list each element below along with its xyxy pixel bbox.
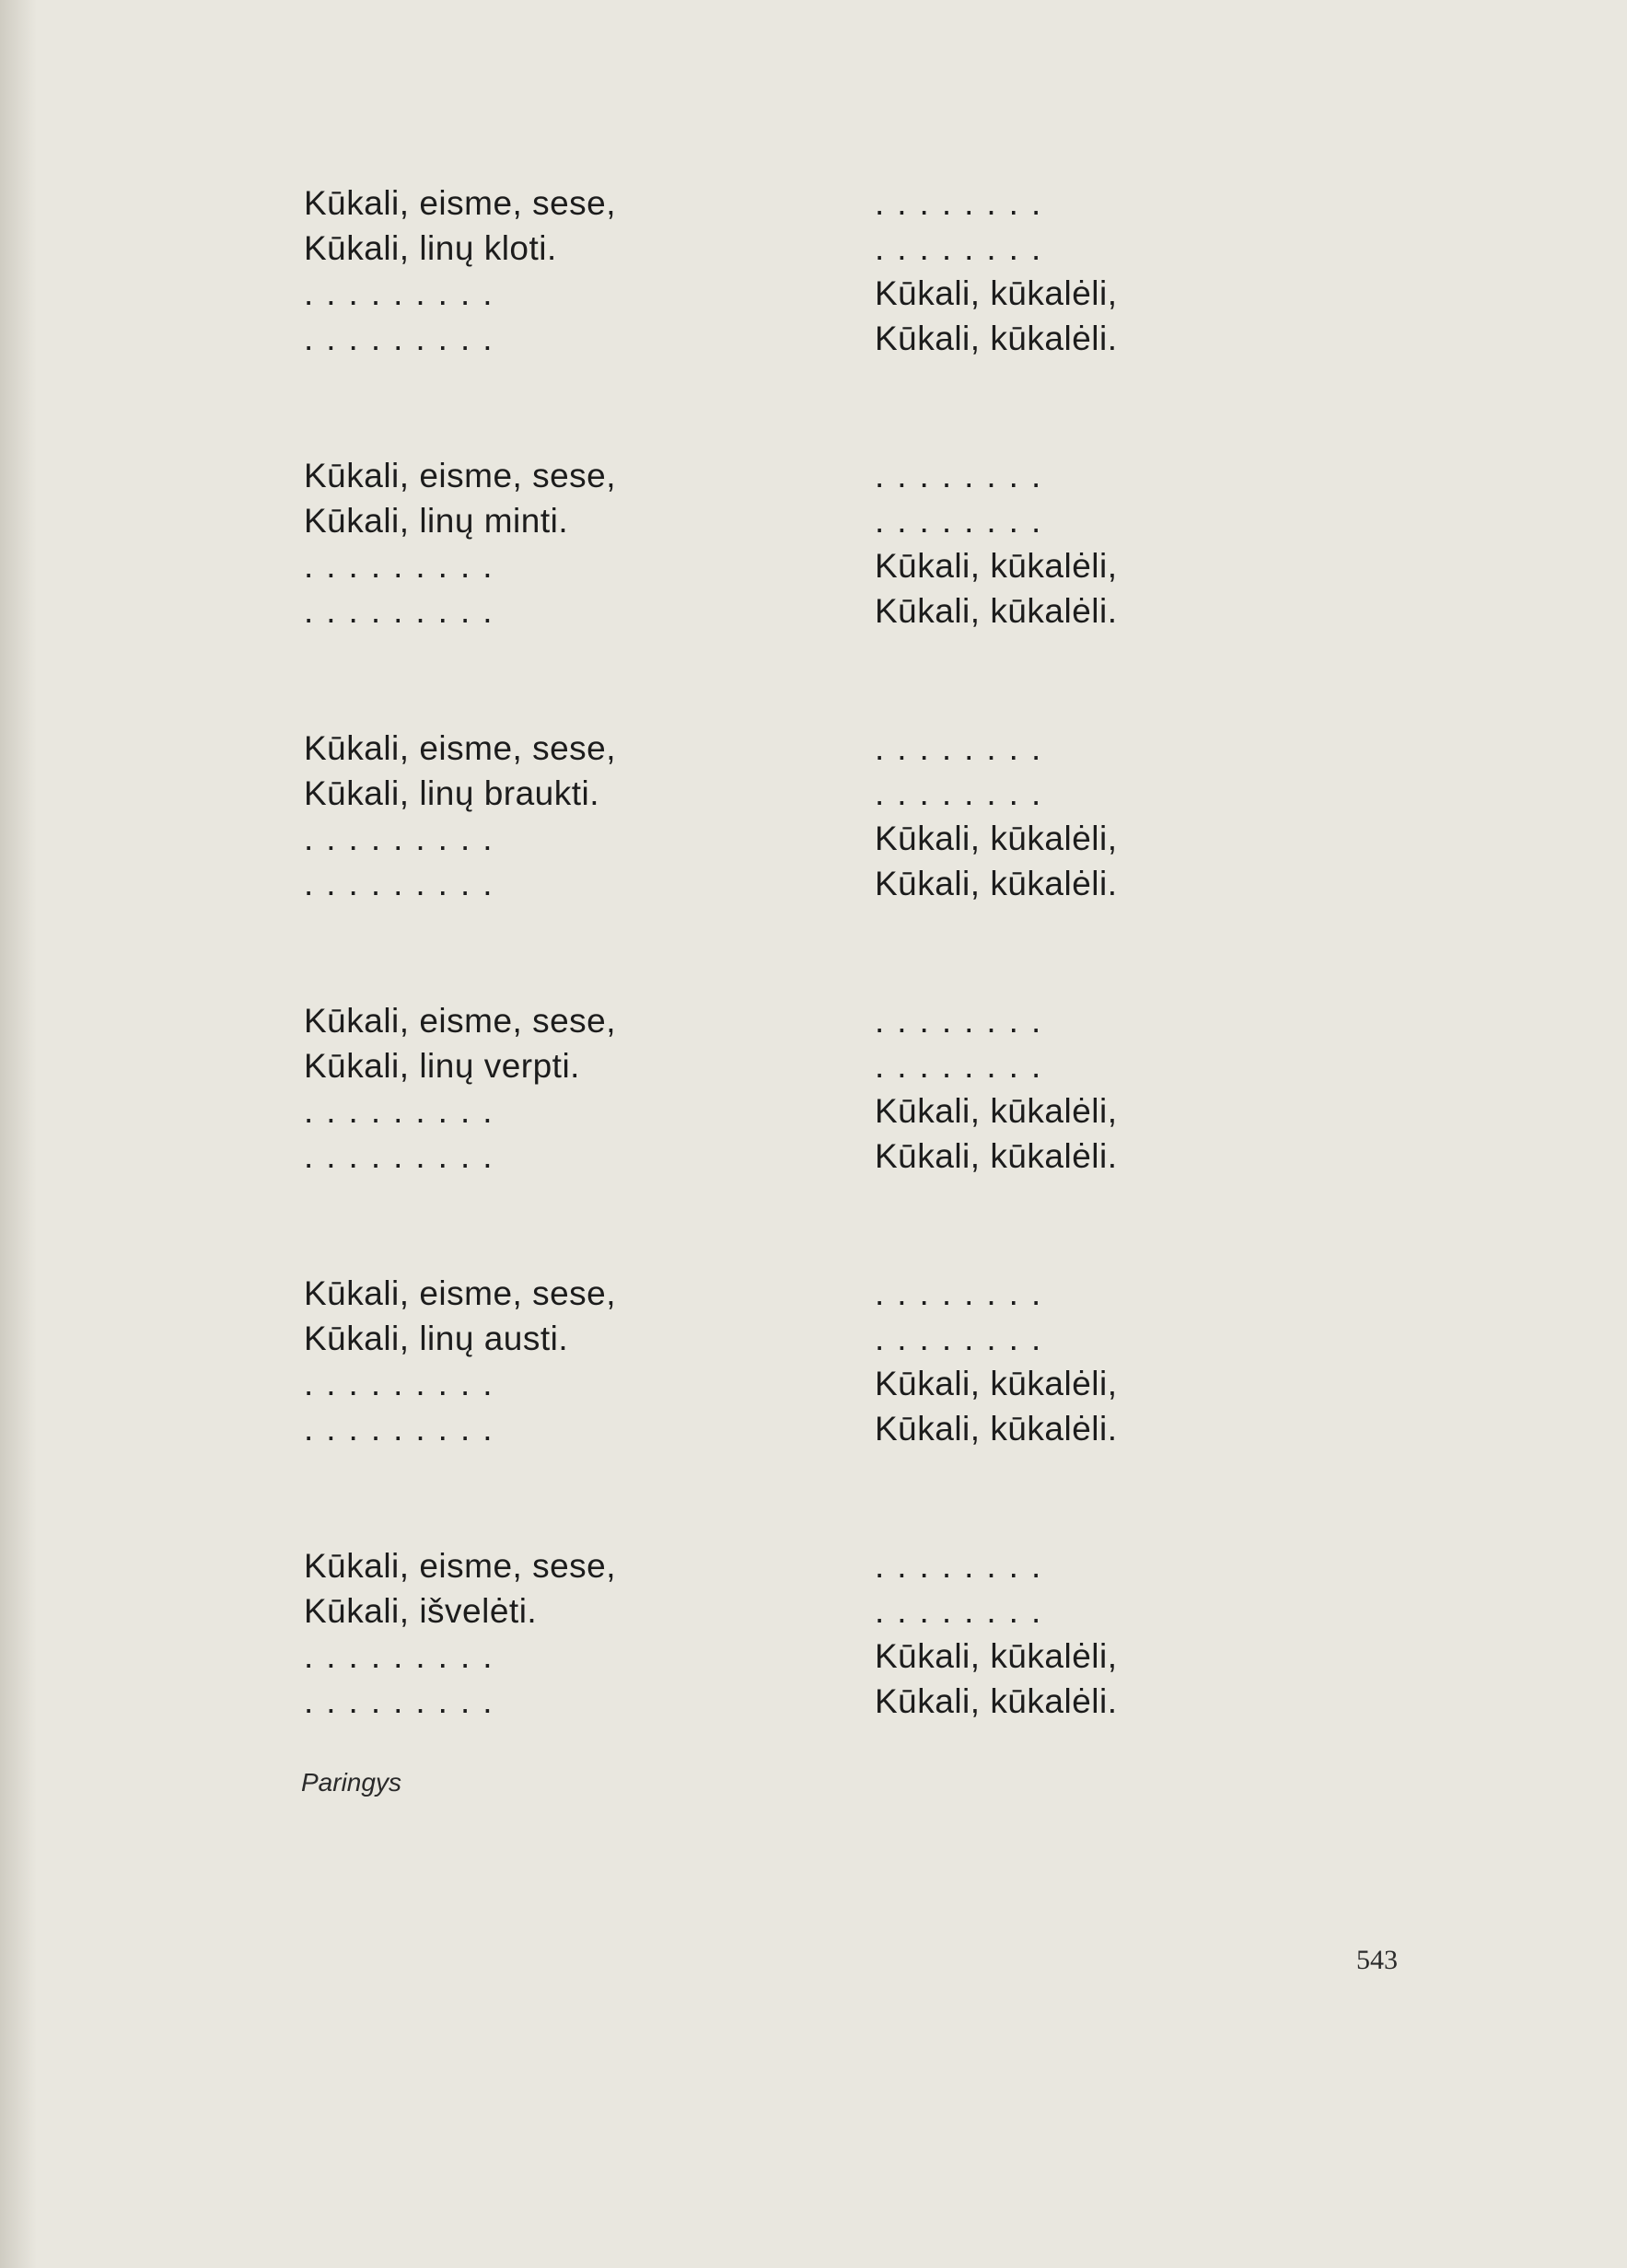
line-right: ........ — [875, 773, 1054, 812]
line-right: Kūkali, kūkalėli, — [875, 546, 1118, 585]
verse-line — [304, 1543, 1225, 1588]
line-left: Kūkali, išvelėti. — [304, 1591, 538, 1630]
line-left: Kūkali, eisme, sese, — [304, 1001, 617, 1040]
verse-line — [304, 1406, 1225, 1451]
verse-line — [304, 1634, 1225, 1679]
line-right: ........ — [875, 1274, 1054, 1312]
line-left: Kūkali, eisme, sese, — [304, 456, 617, 494]
source-location-label: Paringys — [301, 1768, 401, 1797]
stanza-3 — [304, 726, 1225, 906]
song-text — [304, 180, 1225, 1816]
line-left: ......... — [304, 1636, 506, 1675]
line-left: Kūkali, linų austi. — [304, 1319, 569, 1357]
line-left: Kūkali, eisme, sese, — [304, 1546, 617, 1585]
line-right: Kūkali, kūkalėli. — [875, 591, 1118, 630]
verse-line — [304, 861, 1225, 906]
line-left: Kūkali, eisme, sese, — [304, 183, 617, 222]
line-left: Kūkali, eisme, sese, — [304, 728, 617, 767]
line-right: ........ — [875, 1591, 1054, 1630]
stanza-4 — [304, 998, 1225, 1179]
line-right: ........ — [875, 1046, 1054, 1085]
line-left: Kūkali, linų verpti. — [304, 1046, 580, 1085]
verse-line — [304, 998, 1225, 1043]
line-left: Kūkali, linų minti. — [304, 501, 569, 540]
verse-line — [304, 1316, 1225, 1361]
verse-line — [304, 1043, 1225, 1088]
line-right: Kūkali, kūkalėli. — [875, 319, 1118, 357]
stanza-1 — [304, 180, 1225, 361]
verse-line — [304, 271, 1225, 316]
verse-line — [304, 316, 1225, 361]
line-left: ......... — [304, 319, 506, 357]
line-left: ......... — [304, 819, 506, 857]
line-right: ........ — [875, 456, 1054, 494]
line-right: Kūkali, kūkalėli, — [875, 273, 1118, 312]
line-right: Kūkali, kūkalėli. — [875, 1136, 1118, 1175]
line-right: ........ — [875, 1546, 1054, 1585]
line-left: ......... — [304, 1409, 506, 1448]
line-left: Kūkali, eisme, sese, — [304, 1274, 617, 1312]
line-right: Kūkali, kūkalėli. — [875, 1681, 1118, 1720]
line-left: ......... — [304, 546, 506, 585]
line-left: Kūkali, linų kloti. — [304, 228, 557, 267]
line-left: ......... — [304, 1091, 506, 1130]
verse-line — [304, 1088, 1225, 1134]
line-left: ......... — [304, 273, 506, 312]
line-right: ........ — [875, 183, 1054, 222]
line-left: ......... — [304, 1681, 506, 1720]
line-left: ......... — [304, 591, 506, 630]
verse-line — [304, 1134, 1225, 1179]
stanza-5 — [304, 1271, 1225, 1451]
line-right: Kūkali, kūkalėli. — [875, 864, 1118, 902]
stanza-6 — [304, 1543, 1225, 1724]
verse-line — [304, 180, 1225, 226]
verse-line — [304, 1271, 1225, 1316]
verse-line — [304, 1679, 1225, 1724]
line-left: ......... — [304, 864, 506, 902]
line-right: ........ — [875, 228, 1054, 267]
verse-line — [304, 816, 1225, 861]
verse-line — [304, 543, 1225, 588]
line-right: ........ — [875, 728, 1054, 767]
line-left: ......... — [304, 1364, 506, 1402]
line-right: ........ — [875, 1001, 1054, 1040]
page-binding-edge — [0, 0, 37, 2268]
verse-line — [304, 588, 1225, 634]
verse-line — [304, 1588, 1225, 1634]
line-right: Kūkali, kūkalėli, — [875, 1364, 1118, 1402]
line-right: Kūkali, kūkalėli, — [875, 1636, 1118, 1675]
page-number: 543 — [1356, 1945, 1398, 1975]
verse-line — [304, 771, 1225, 816]
line-right: ........ — [875, 501, 1054, 540]
stanza-2 — [304, 453, 1225, 634]
verse-line — [304, 226, 1225, 271]
line-left: ......... — [304, 1136, 506, 1175]
verse-line — [304, 498, 1225, 543]
line-right: Kūkali, kūkalėli, — [875, 1091, 1118, 1130]
verse-line — [304, 726, 1225, 771]
line-right: Kūkali, kūkalėli. — [875, 1409, 1118, 1448]
verse-line — [304, 1361, 1225, 1406]
line-right: ........ — [875, 1319, 1054, 1357]
line-left: Kūkali, linų braukti. — [304, 773, 600, 812]
line-right: Kūkali, kūkalėli, — [875, 819, 1118, 857]
verse-line — [304, 453, 1225, 498]
